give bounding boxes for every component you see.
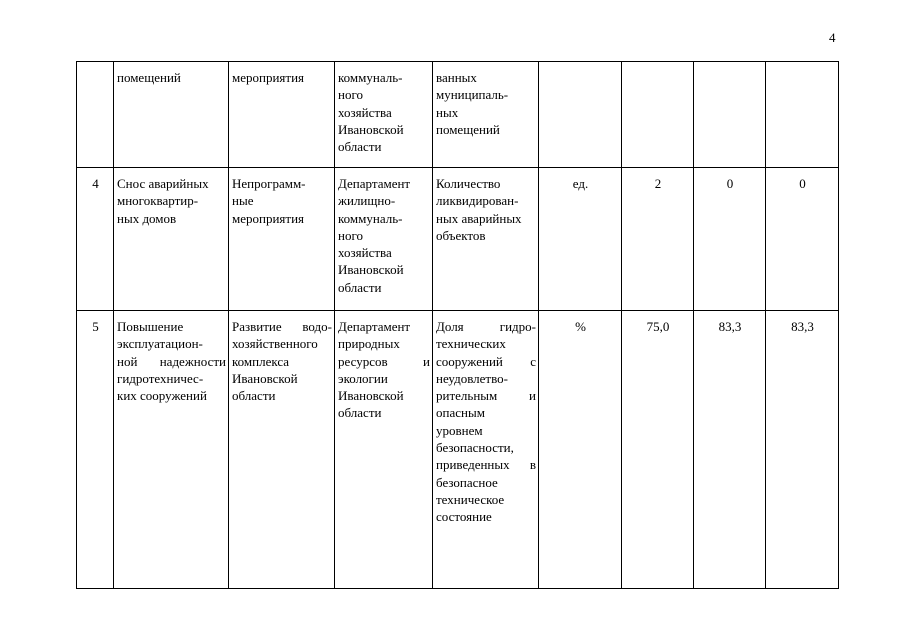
table-row xyxy=(77,62,839,168)
cell-line: хозяйства xyxy=(338,245,392,261)
cell-event xyxy=(229,62,335,168)
cell-line: гидротехничес- xyxy=(117,370,204,386)
cell-unit: ед. xyxy=(539,168,622,311)
cell-indicator xyxy=(433,311,539,589)
cell-line: ной надежности xyxy=(117,353,226,369)
cell-line: состояние xyxy=(436,509,492,525)
indicators-table xyxy=(76,61,839,589)
cell-line: безопасное xyxy=(436,474,498,490)
cell-line: рительным и xyxy=(436,388,536,404)
cell-indicator xyxy=(433,168,539,311)
cell-line: коммуналь- xyxy=(338,70,403,85)
cell-line: уровнем xyxy=(436,422,483,438)
cell-line: Ивановской xyxy=(338,121,404,137)
cell-line: области xyxy=(232,388,276,404)
cell-line: безопасности, xyxy=(436,440,514,456)
cell-line: коммуналь- xyxy=(338,210,403,226)
cell-line: ных домов xyxy=(117,210,177,226)
cell-line: ванных xyxy=(436,70,477,85)
cell-line: области xyxy=(338,279,382,295)
cell-line: ресурсов и xyxy=(338,353,430,369)
cell-line: муниципаль- xyxy=(436,87,509,103)
cell-number: 4 xyxy=(77,168,114,311)
cell-value-3 xyxy=(766,62,839,168)
cell-line: Департамент xyxy=(338,319,411,334)
cell-line: Снос аварийных xyxy=(117,176,209,191)
cell-line: Непрограмм- xyxy=(232,176,306,191)
cell-number: 5 xyxy=(77,311,114,589)
cell-line: комплекса xyxy=(232,353,290,369)
cell-event xyxy=(229,168,335,311)
cell-line: мероприятия xyxy=(232,70,305,85)
table-body xyxy=(77,62,839,589)
cell-line: Повышение xyxy=(117,319,184,334)
cell-task xyxy=(114,62,229,168)
cell-indicator xyxy=(433,62,539,168)
cell-value-3: 0 xyxy=(766,168,839,311)
cell-line: опасным xyxy=(436,405,485,421)
cell-line: Количество xyxy=(436,176,501,191)
cell-line: Ивановской xyxy=(338,262,404,278)
cell-line: ные xyxy=(232,193,254,209)
cell-value-1 xyxy=(622,62,694,168)
cell-event xyxy=(229,311,335,589)
cell-line: ного xyxy=(338,227,363,243)
cell-line: Департамент xyxy=(338,176,411,191)
cell-line: технических xyxy=(436,336,506,352)
cell-line: помещений xyxy=(117,70,181,85)
cell-task xyxy=(114,168,229,311)
cell-line: сооружений с xyxy=(436,353,536,369)
cell-line: ликвидирован- xyxy=(436,193,519,209)
cell-line: многоквартир- xyxy=(117,193,199,209)
cell-line: эксплуатацион- xyxy=(117,336,203,352)
cell-line: области xyxy=(338,139,382,155)
cell-executor xyxy=(335,62,433,168)
cell-line: мероприятия xyxy=(232,210,305,226)
cell-unit: % xyxy=(539,311,622,589)
cell-task xyxy=(114,311,229,589)
cell-line: ких сооружений xyxy=(117,388,207,404)
cell-number xyxy=(77,62,114,168)
page-number: 4 xyxy=(829,30,836,45)
cell-executor xyxy=(335,311,433,589)
cell-line: Доля гидро- xyxy=(436,319,536,334)
cell-value-1: 2 xyxy=(622,168,694,311)
cell-line: приведенных в xyxy=(436,457,536,473)
cell-line: ных xyxy=(436,104,459,120)
cell-value-1: 75,0 xyxy=(622,311,694,589)
cell-value-3: 83,3 xyxy=(766,311,839,589)
cell-value-2: 83,3 xyxy=(694,311,766,589)
cell-line: ных аварийных xyxy=(436,210,522,226)
cell-line: техническое xyxy=(436,491,505,507)
cell-line: хозяйственного xyxy=(232,336,318,352)
cell-line: Развитие водо- xyxy=(232,319,332,334)
cell-line: ного xyxy=(338,87,363,103)
cell-line: неудовлетво- xyxy=(436,370,508,386)
cell-executor xyxy=(335,168,433,311)
cell-line: Ивановской xyxy=(232,370,298,386)
table-row xyxy=(77,168,839,311)
cell-line: хозяйства xyxy=(338,104,392,120)
cell-line: экологии xyxy=(338,370,388,386)
cell-unit xyxy=(539,62,622,168)
cell-line: области xyxy=(338,405,382,421)
cell-line: Ивановской xyxy=(338,388,404,404)
cell-line: жилищно- xyxy=(338,193,396,209)
cell-value-2: 0 xyxy=(694,168,766,311)
cell-line: помещений xyxy=(436,121,500,137)
cell-line: объектов xyxy=(436,227,486,243)
cell-line: природных xyxy=(338,336,400,352)
cell-value-2 xyxy=(694,62,766,168)
table-row xyxy=(77,311,839,589)
